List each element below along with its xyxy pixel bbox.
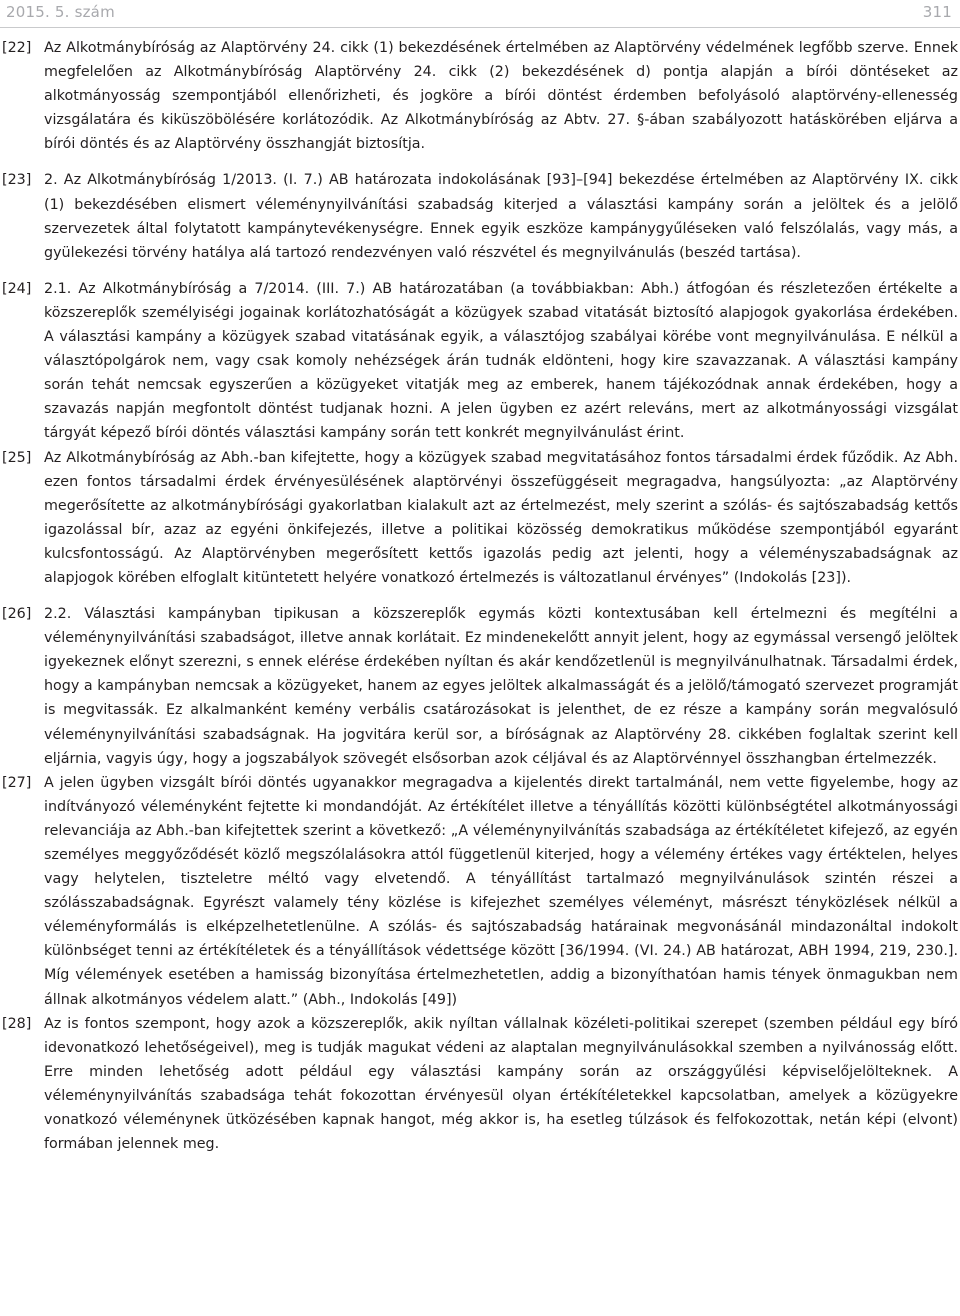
paragraph-28	[0, 1012, 958, 1157]
paragraph-number: [25]	[2, 449, 32, 466]
paragraph-23	[0, 168, 958, 264]
paragraph-text: Az is fontos szempont, hogy azok a közszereplők, akik nyíltan vállalnak közéleti-politikai szerepet (szemben például egy bíró idevonatkozó lehetőségeivel), meg is tudják magukat védeni az alaptalan megnyilvánulásokkal szemben a nyilvánosság előtt. Erre minden lehetőség adott például egy választási kampány során az országgyűlési képviselőjelölteknek. A véleménynyilvánítás szabadsága tehát fokozottan érvényesül olyan értékítéletekkel kapcsolatban, amelyek a közügyekre vonatkozó véleménynek ütközésében kapnak hangot, még akkor is, ha esetleg túlzások és felfokozottak, netán képi (elvont) formában jelennek meg.	[44, 1015, 958, 1153]
issue-date: 2015. 5. szám	[6, 3, 115, 21]
paragraph-text: A jelen ügyben vizsgált bírói döntés ugyanakkor megragadva a kijelentés direkt tartalmánál, nem vette figyelembe, hogy az indítványozó véleményként fejtette ki mondandóját. Az értékítélet illetve a tényállítás közötti különbségtétel alkotmányossági relevanciája az Abh.-ban kifejtettek szerint a következő: „A véleménynyilvánítás szabadsága az értékítéletet kifejező, az egyén személyes meggyőződését közlő megszólalásokra attól függetlenül kiterjed, hogy a vélemény értékes vagy értéktelen, helyes vagy helytelen, tiszteletre méltó vagy elvetendő. A tényállítást tartalmazó megnyilvánulások szintén részei a szólásszabadságnak. Egyrészt valamely tény közlése is kifejezhet személyes véleményt, másrészt tényközlések nélkül a véleményformálás is elképzelhetetlenülne. A szólás- és sajtószabadság határainak megvonásánál mindazonáltal indokolt különbséget tenni az értékítéletek és a tényállítások védettsége között [36/1994. (VI. 24.) AB határozat, ABH 1994, 219, 230.]. Míg vélemények esetében a hamisság bizonyítása értelmezhetetlen, addig a bizonyíthatóan hamis tények önmagukban nem állnak alkotmányos védelem alatt.” (Abh., Indokolás [49])	[44, 774, 958, 1008]
header-divider	[0, 27, 960, 28]
document-body	[0, 36, 958, 1156]
paragraph-text: Az Alkotmánybíróság az Alaptörvény 24. cikk (1) bekezdésének értelmében az Alaptörvény védelmének legfőbb szerve. Ennek megfelelően az Alkotmánybíróság Alaptörvény 24. cikk (2) bekezdésének d) pontja alapján a bírói döntéseket az alkotmányosság szempontjából ellenőrizheti, és jogköre a bírói döntést érdemben befolyásoló alaptörvény-ellenesség vizsgálatára és kiküszöbölésére korlátozódik. Az Alkotmánybíróság az Abtv. 27. §-ában szabályozott hatáskörében eljárva a bírói döntés és az Alaptörvény összhangját biztosítja.	[44, 40, 958, 153]
paragraph-24	[0, 277, 958, 446]
paragraph-25	[0, 446, 958, 591]
paragraph-text: 2.1. Az Alkotmánybíróság a 7/2014. (III. 7.) AB határozatában (a továbbiakban: Abh.) átfogóan és részletezően értékelte a közszereplők személyiségi jogainak korlátozhatóságát a közügyek szabad vitatását biztosító alapjogok gyakorlása érdekében. A választási kampány a közügyek szabad vitatásának egyik, a választójog szabályai körébe vont megnyilvánulása. E nélkül a választópolgárok nem, vagy csak komoly nehézségek árán tudnák eldönteni, hogy kire szavazzanak. A választási kampány során tehát nemcsak egyszerűen a közügyeket vitatják meg az emberek, hanem tájékozódnak annak érdekében, hogy a szavazás napján megfontolt döntést tudjanak hozni. A jelen ügyben ez azért releváns, mert az alkotmányossági vizsgálat tárgyát képező bírói döntés választási kampány során tett konkrét megnyilvánulást érint.	[44, 280, 958, 442]
paragraph-number: [22]	[2, 40, 32, 56]
paragraph-number: [27]	[2, 774, 32, 791]
paragraph-text: Az Alkotmánybíróság az Abh.-ban kifejtette, hogy a közügyek szabad megvitatásához fontos társadalmi érdek fűződik. Az Abh. ezen fontos társadalmi érdek érvényesülésének alaptörvényi összefüggéseit megragadva, hangsúlyozta: „az Alaptörvény megerősítette az alkotmánybírósági gyakorlatban kialakult azt az értelmezést, mely szerint a szólás- és sajtószabadság kettős igazolással bír, azaz az egyéni önkifejezés, illetve a politikai közösség demokratikus működése szempontjából egyaránt kulcsfontosságú. Az Alaptörvényben megerősített kettős igazolás pedig azt jelenti, hogy a véleményszabadságnak az alapjogok körében elfoglalt kitüntetett helyére vonatkozó értelmezés is változatlanul érvényes” (Indokolás [23]).	[44, 449, 958, 586]
paragraph-number: [26]	[2, 606, 32, 623]
page-header	[6, 0, 952, 24]
paragraph-number: [24]	[2, 280, 32, 297]
page-number: 311	[922, 3, 952, 21]
paragraph-22	[0, 36, 958, 156]
paragraph-text: 2. Az Alkotmánybíróság 1/2013. (I. 7.) AB határozata indokolásának [93]–[94] bekezdése értelmében az Alaptörvény IX. cikk (1) bekezdésében elismert véleménynyilvánítási szabadság kiterjed a választási kampány során a jelöltek és a jelölő szervezetek által folytatott kampánytevékenységre. Ennek egyik eszköze kampánygyűléseken való felszólalás, vagy más, a gyülekezési törvény hatálya alá tartozó rendezvényen való részvétel és megnyilvánulás (beszéd tartása).	[44, 172, 958, 261]
paragraph-number: [23]	[2, 172, 32, 189]
paragraph-number: [28]	[2, 1015, 32, 1032]
paragraph-26	[0, 602, 958, 771]
paragraph-text: 2.2. Választási kampányban tipikusan a közszereplők egymás közti kontextusában kell értelmezni és megítélni a véleménynyilvánítási szabadságot, illetve annak korlátait. Ez mindenekelőtt annyit jelent, hogy az egymással versengő jelöltek igyekeznek előnyt szerezni, s ennek elérése érdekében nyíltan és akár kendőzetlenül is megnyilvánulhatnak. Társadalmi érdek, hogy a kampányban nemcsak a közügyeket, hanem az egyes jelöltek alkalmasságát és a jelölő/támogató szervezet programját is megvitassák. Ez alkalmanként kemény verbális csatározásokat is jelenthet, de ez része a kampány során megvalósuló véleménynyilvánítási szabadságnak. Ha jogvitára kerül sor, a bíróságnak az Alaptörvény 28. cikkében foglaltak szerint kell eljárnia, vagyis úgy, hogy a jogszabályok szövegét elsősorban azok céljával és az Alaptörvénnyel összhangban értelmezzék.	[44, 606, 958, 767]
paragraph-27	[0, 771, 958, 1012]
